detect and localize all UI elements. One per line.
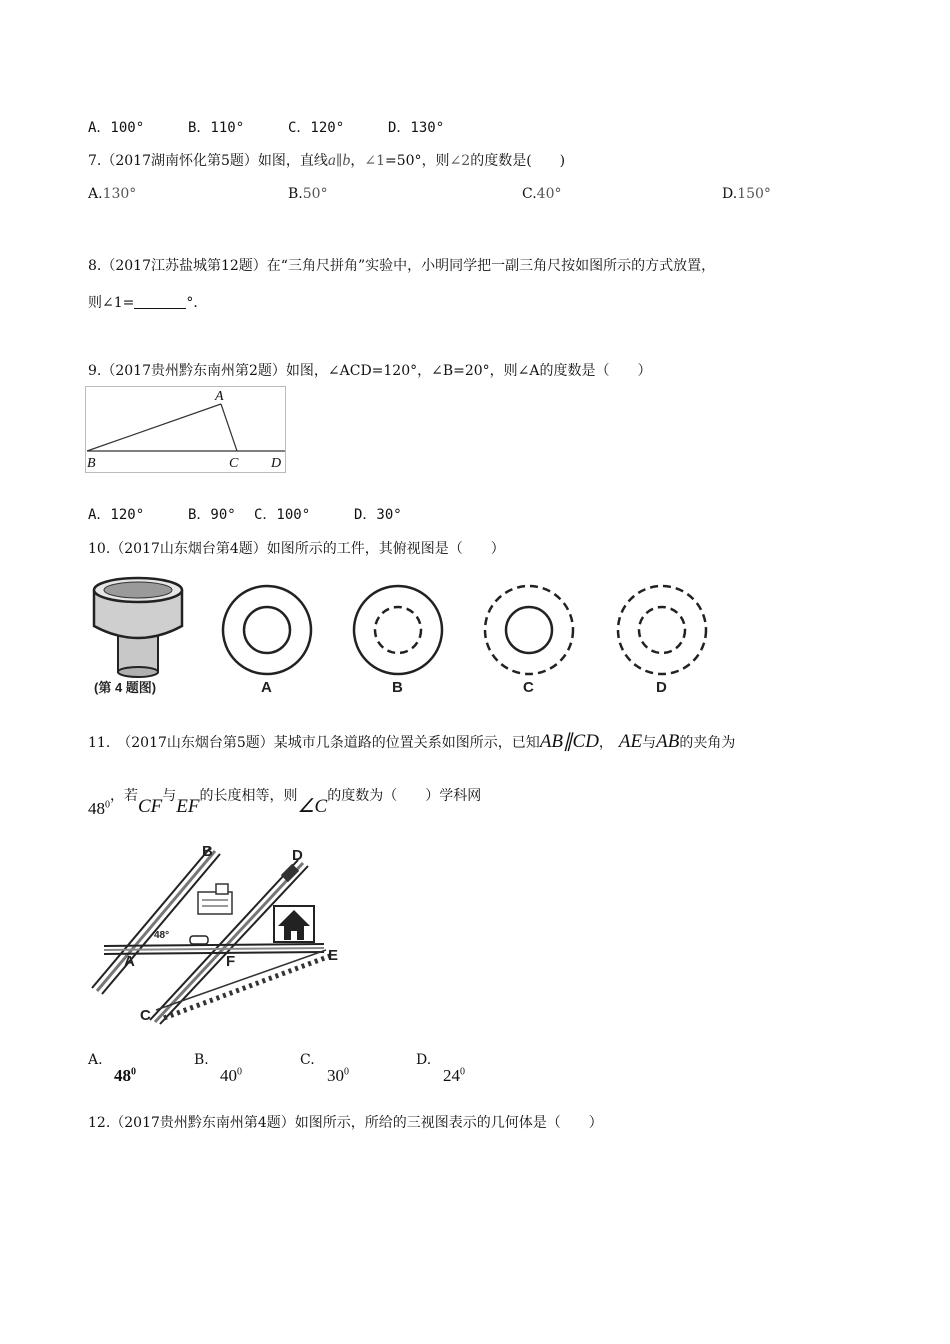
figure-frame: [86, 387, 286, 473]
segment-ef: EF: [176, 796, 200, 817]
question-7: [88, 150, 565, 170]
q11-option-a-degree: 0: [131, 1066, 136, 1078]
q8-suffix: °．: [186, 295, 208, 311]
q11-with: 与: [642, 735, 657, 751]
label-view-d: D: [656, 679, 667, 696]
q11-option-d-number: 24: [443, 1066, 460, 1085]
option-a: A．100°: [88, 120, 145, 136]
angle-2: ∠2: [449, 153, 471, 169]
car-icon: [190, 936, 208, 944]
label-view-a: A: [261, 679, 272, 696]
road-figure: [86, 838, 356, 1028]
question-8-answer-line: [88, 292, 207, 312]
label-d: D: [292, 847, 303, 864]
question-9: 9.（2017贵州黔东南州第2题）如图，∠ACD=120°，∠B=20°，则∠A的度数是（ ）: [88, 363, 652, 379]
q7-option-d-letter: D.: [722, 186, 738, 202]
q11-option-c-number: 30: [327, 1066, 344, 1085]
q9-option-c: C．100°: [254, 507, 311, 523]
q11-sep: ，: [598, 735, 613, 751]
q11-mid: 的长度相等，则: [199, 788, 298, 804]
q11-angle-text: 的夹角为: [679, 735, 736, 751]
q7-sep: ，: [350, 153, 365, 169]
ab-parallel-cd: AB∥CD: [539, 731, 599, 752]
q7-prefix: 7.（2017湖南怀化第5题）如图，直线: [88, 153, 328, 169]
option-b: B．110°: [188, 120, 245, 136]
view-c: [485, 586, 573, 674]
view-b: [354, 586, 442, 674]
q11-option-b-number: 40: [220, 1066, 237, 1085]
label-e: E: [328, 947, 339, 964]
q7-option-b-value: 50°: [302, 186, 328, 202]
q11-option-c-letter: C.: [300, 1052, 315, 1068]
label-b: B: [202, 843, 213, 860]
q7-option-b-letter: B.: [288, 186, 303, 202]
angle-48-value: 48: [88, 799, 105, 818]
q7-option-b: [288, 186, 328, 202]
q7-option-c-value: 40°: [536, 186, 562, 202]
q11-option-d-degree: 0: [460, 1066, 465, 1078]
label-c: C: [140, 1007, 151, 1024]
question-12: 12.（2017贵州黔东南州第4题）如图所示，所给的三视图表示的几何体是（ ）: [88, 1115, 603, 1131]
label-d: D: [271, 456, 282, 471]
question-11-line-2: [88, 783, 481, 823]
answer-blank[interactable]: [134, 294, 186, 309]
q7-option-a-value: 130°: [102, 186, 137, 202]
line-b: b: [342, 152, 351, 169]
q7-eq: =50°: [385, 153, 422, 169]
q11-option-d-value: [443, 1066, 465, 1086]
q9-option-b: B．90°: [188, 507, 236, 523]
q11-option-c-degree: 0: [344, 1066, 349, 1078]
question-11: [88, 730, 735, 753]
q7-mid: ，则: [421, 153, 450, 169]
segment-ae: AE: [618, 731, 643, 752]
angle-48-label: 48°: [154, 930, 170, 941]
q11-ruo: ，若: [110, 788, 138, 804]
label-a: A: [215, 389, 224, 404]
q8-prefix: 则∠1=: [88, 295, 135, 311]
q11-option-b-value: [220, 1066, 242, 1086]
road-ce-edge: [156, 950, 326, 1010]
workpiece-figure: [86, 570, 726, 700]
q9-option-d: D．30°: [354, 507, 402, 523]
option-c: C．120°: [288, 120, 345, 136]
q11-suffix: 的度数为（ ）学科网: [327, 788, 482, 804]
q9-option-a: A．120°: [88, 507, 145, 523]
q11-option-c-value: [327, 1066, 349, 1086]
q7-suffix: 的度数是( ): [470, 153, 566, 169]
q11-option-b-degree: 0: [237, 1066, 242, 1078]
q11-prefix: 11. （2017山东烟台第5题）某城市几条道路的位置关系如图所示，已知: [88, 735, 540, 751]
q11-yu: 与: [162, 788, 177, 804]
q7-option-a-letter: A.: [88, 186, 103, 202]
q7-option-c-letter: C.: [522, 186, 537, 202]
label-f: F: [226, 953, 236, 970]
q11-option-a-value: [114, 1066, 136, 1086]
q7-option-d-value: 150°: [737, 186, 771, 202]
angle-1: ∠1: [364, 153, 386, 169]
label-view-b: B: [392, 679, 403, 696]
line-a: a: [327, 152, 336, 169]
angle-c: ∠C: [297, 796, 328, 817]
building-icon: [198, 884, 232, 914]
side-ab: [87, 404, 221, 451]
angle-48: [88, 799, 110, 818]
label-b: B: [87, 456, 96, 471]
question-10: 10.（2017山东烟台第4题）如图所示的工件，其俯视图是（ ）: [88, 541, 505, 557]
workpiece-3d: [94, 578, 182, 677]
segment-ab: AB: [656, 731, 680, 752]
q7-option-d: [722, 186, 771, 202]
question-8: 8.（2017江苏盐城第12题）在“三角尺拼角”实验中，小明同学把一副三角尺按如图所示的方式放置，: [88, 258, 716, 274]
view-d: [618, 586, 706, 674]
q7-option-c: [522, 186, 562, 202]
q11-option-a-number: 48: [114, 1066, 131, 1085]
parallel-symbol: ∥: [335, 153, 343, 169]
segment-cf: CF: [138, 796, 163, 817]
label-view-c: C: [523, 679, 534, 696]
figure-caption: (第 4 题图): [94, 680, 157, 695]
option-d: D．130°: [388, 120, 445, 136]
view-a: [223, 586, 311, 674]
triangle-figure: [85, 386, 290, 476]
side-ac: [221, 404, 237, 451]
q11-option-a-letter: A.: [88, 1052, 103, 1068]
house-icon: [274, 906, 314, 942]
label-a: A: [124, 953, 135, 970]
q7-option-a: [88, 186, 136, 202]
degree-mark: 0: [105, 799, 110, 811]
q11-option-d-letter: D.: [416, 1052, 432, 1068]
q11-option-b-letter: B.: [194, 1052, 209, 1068]
label-c: C: [229, 456, 239, 471]
